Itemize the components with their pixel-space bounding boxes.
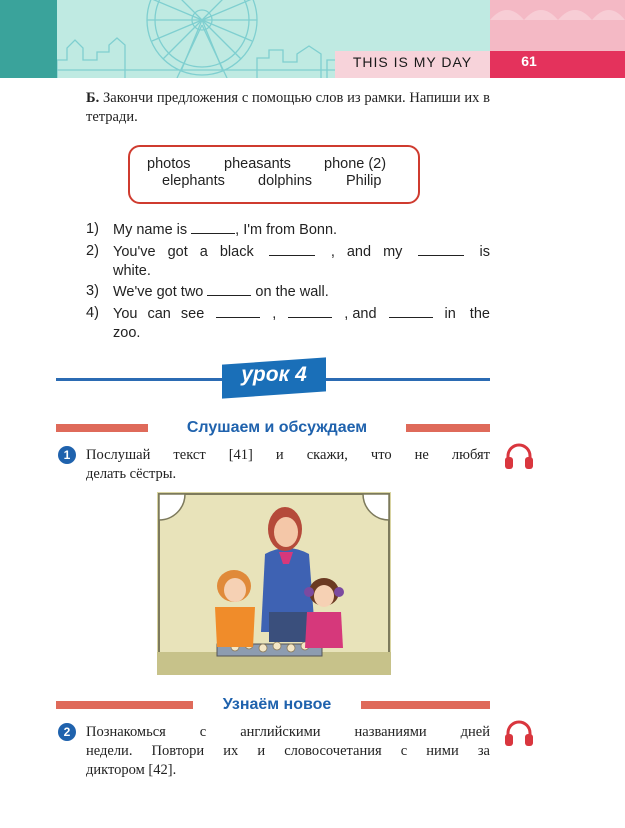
exercise-text: We've got two xyxy=(113,284,204,300)
section-title: Узнаём новое xyxy=(193,696,361,714)
exercise-text: , I'm from Bonn. xyxy=(235,222,338,238)
header-teal-block xyxy=(0,0,57,78)
unit-title: THIS IS MY DAY xyxy=(352,54,473,70)
exercise-text: You can see xyxy=(113,306,205,322)
exercise-text: , xyxy=(272,306,277,322)
scallop-decoration xyxy=(490,0,625,20)
exercise-line xyxy=(113,283,490,302)
answer-blank xyxy=(269,243,315,256)
page-number: 61 xyxy=(521,53,537,69)
word-item: Philip xyxy=(346,173,382,189)
exercise-line xyxy=(113,221,490,240)
answer-blank xyxy=(191,221,235,234)
exercise-text: You've got a black xyxy=(113,244,254,260)
exercise-number: 4) xyxy=(86,305,99,321)
word-item: dolphins xyxy=(258,173,313,189)
task-text-line: делать сёстры. xyxy=(86,466,177,482)
task-text-line: Послушай текст [41] и скажи, что не любят xyxy=(86,447,490,463)
section-title: Слушаем и обсуждаем xyxy=(148,419,406,437)
answer-blank xyxy=(216,305,260,318)
word-item: pheasants xyxy=(224,156,291,172)
task-b-text: Закончи предложения с помощью слов из рамки. Напиши их в тетради. xyxy=(86,90,490,125)
exercise-text: , and xyxy=(344,306,377,322)
exercise-number: 2) xyxy=(86,243,99,259)
answer-blank xyxy=(389,305,433,318)
task-number-badge: 2 xyxy=(58,723,76,741)
task-letter: Б. xyxy=(86,90,100,106)
answer-blank xyxy=(207,283,251,296)
exercise-text: white. xyxy=(113,263,151,279)
task-text-line: Познакомься с английскими названиями дней xyxy=(86,724,490,740)
exercise-text: is xyxy=(479,244,490,260)
task-2-text xyxy=(86,723,490,780)
task-text-line: диктором [42]. xyxy=(86,762,177,778)
word-box xyxy=(128,145,420,204)
lesson-title: урок 4 xyxy=(241,363,307,386)
exercise-text: on the wall. xyxy=(255,284,329,300)
word-item: photos xyxy=(147,156,191,172)
headphones-icon[interactable] xyxy=(503,717,535,749)
exercise-number: 3) xyxy=(86,283,99,299)
exercise-line xyxy=(113,243,490,281)
word-item: elephants xyxy=(162,173,225,189)
task-b-instruction xyxy=(86,89,490,127)
answer-blank xyxy=(288,305,332,318)
exercise-text: , and my xyxy=(330,244,403,260)
exercise-number: 1) xyxy=(86,221,99,237)
exercise-text: in the xyxy=(444,306,490,322)
exercise-line xyxy=(113,305,490,343)
mother-and-daughters-illustration xyxy=(157,492,391,675)
exercise-text: zoo. xyxy=(113,325,141,341)
headphones-icon[interactable] xyxy=(503,440,535,472)
task-text-line: недели. Повтори их и словосочетания с ними за xyxy=(86,743,490,759)
word-item: phone (2) xyxy=(324,156,387,172)
task-number-badge: 1 xyxy=(58,446,76,464)
task-1-text xyxy=(86,446,490,484)
exercise-text: My name is xyxy=(113,222,188,238)
answer-blank xyxy=(418,243,464,256)
